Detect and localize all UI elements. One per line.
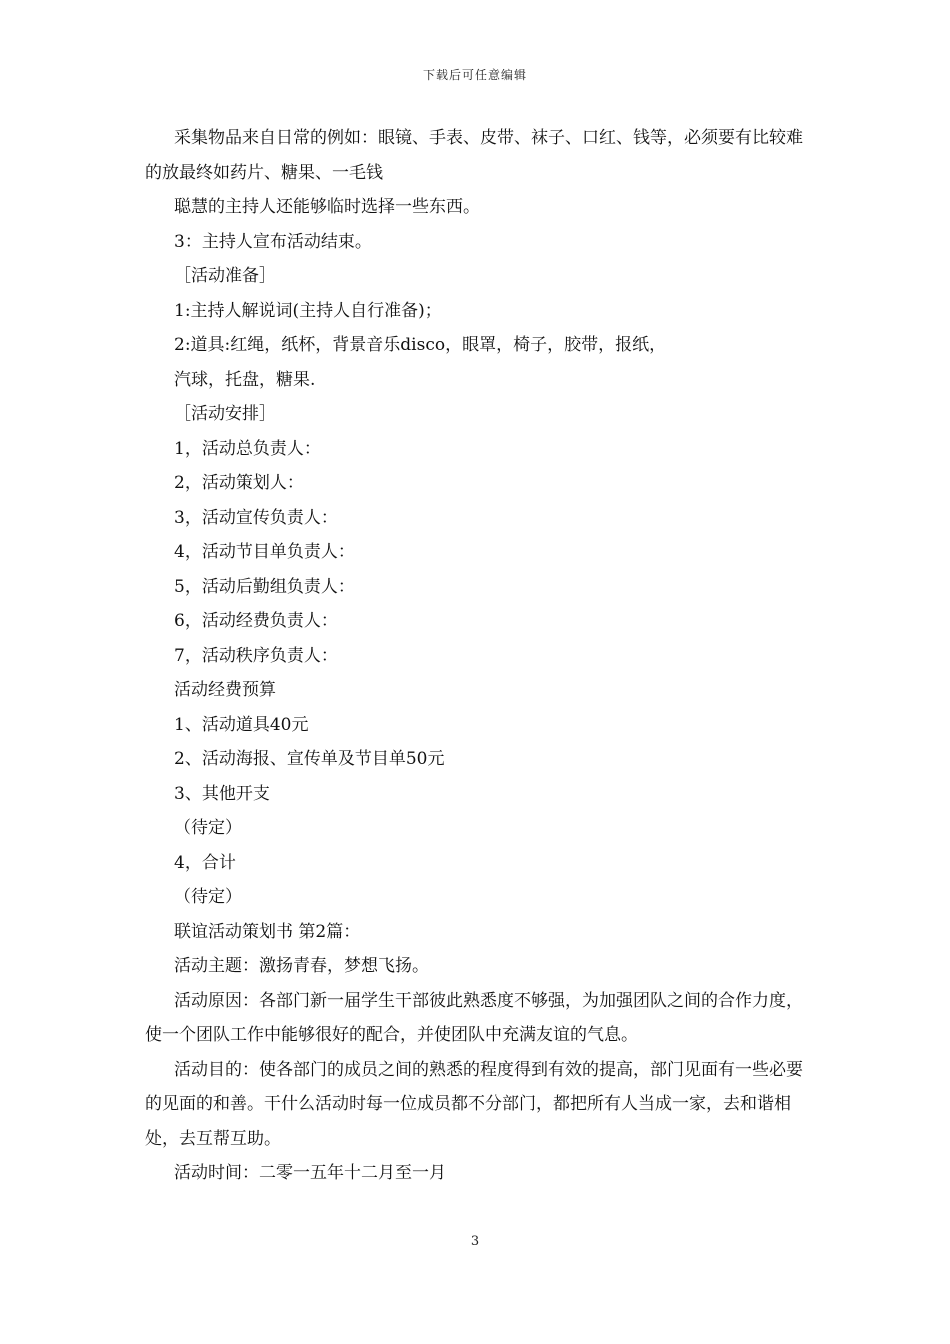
paragraph-host-select: 聪慧的主持人还能够临时选择一些东西。 [174,197,480,217]
chapter-heading-part-2: 联谊活动策划书 第2篇： [174,921,361,942]
list-item-prep-1: 1:主持人解说词(主持人自行准备)； [174,300,442,321]
list-item-budget-3: 3、其他开支 [174,783,270,804]
section-heading-arrangement: ［活动安排］ [174,404,276,424]
page-header: 下载后可任意编辑 [422,68,527,82]
list-item-arrangement-5: 5，活动后勤组负责人： [174,576,355,597]
paragraph-time: 活动时间：二零一五年十二月至一月 [174,1163,446,1183]
paragraph-theme: 活动主题：激扬青春，梦想飞扬。 [174,956,429,976]
page-number: 3 [470,1234,480,1249]
list-item-arrangement-4: 4，活动节目单负责人： [174,542,355,562]
list-item-budget-4: 4，合计 [174,852,236,873]
paragraph-purpose: 活动目的：使各部门的成员之间的熟悉的程度得到有效的提高，部门见面有一些必要的见面的和善。干什么活动时每一位成员都不分部门，都把所有人当成一家，去和谐相处，去互帮互助。 [145,1059,803,1149]
paragraph-step-3: 3：主持人宣布活动结束。 [174,231,372,252]
document-body [145,121,810,1191]
list-item-arrangement-6: 6，活动经费负责人： [174,611,338,631]
list-item-arrangement-7: 7，活动秩序负责人： [174,645,338,666]
paragraph-items-list: 采集物品来自日常的例如：眼镜、手表、皮带、袜子、口红、钱等，必须要有比较难的放最终如药片、糖果、一毛钱 [145,128,803,183]
list-item-arrangement-3: 3，活动宣传负责人： [174,507,338,528]
budget-note-pending-1: （待定） [174,818,242,838]
budget-note-pending-2: （待定） [174,887,242,907]
list-item-prep-2: 2:道具:红绳，纸杯，背景音乐disco，眼罩，椅子，胶带，报纸， [174,335,667,355]
list-item-arrangement-1: 1，活动总负责人： [174,438,321,459]
list-item-budget-2: 2、活动海报、宣传单及节目单50元 [174,749,445,769]
list-item-prep-2-cont: 汽球，托盘，糖果. [174,369,316,390]
paragraph-reason: 活动原因：各部门新一届学生干部彼此熟悉度不够强，为加强团队之间的合作力度，使一个团队工作中能够很好的配合，并使团队中充满友谊的气息。 [145,990,803,1045]
list-item-budget-1: 1、活动道具40元 [174,714,309,735]
list-item-arrangement-2: 2，活动策划人： [174,473,304,493]
section-heading-preparation: ［活动准备］ [174,266,276,286]
section-heading-budget: 活动经费预算 [174,680,276,700]
